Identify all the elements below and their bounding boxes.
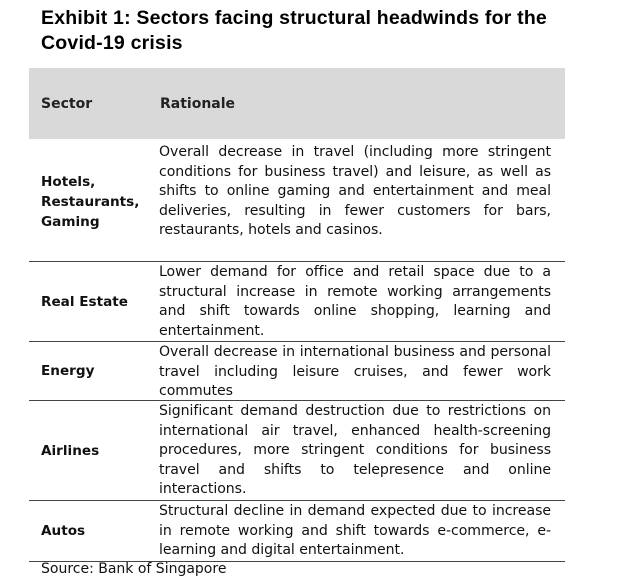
rationale-cell: Overall decrease in international business and personal travel including leisure cruises, and fewer work commutes bbox=[159, 344, 551, 400]
sector-cell: Airlines bbox=[41, 442, 100, 459]
table-row bbox=[29, 401, 565, 501]
exhibit-title: Exhibit 1: Sectors facing structural headwinds for the Covid-19 crisis bbox=[41, 7, 547, 54]
table-row bbox=[29, 342, 565, 401]
rationale-cell: Significant demand destruction due to restrictions on international air travel, enhanced health-screening procedures, more stringent conditions for business travel and shifts to telepresence and online interactions. bbox=[159, 403, 551, 498]
header-rationale: Rationale bbox=[160, 96, 236, 112]
sector-cell: Energy bbox=[41, 363, 95, 379]
sectors-table bbox=[29, 68, 565, 562]
sector-cell: Hotels, Restaurants, Gaming bbox=[41, 173, 140, 230]
table-header bbox=[29, 68, 565, 139]
header-sector: Sector bbox=[41, 96, 93, 112]
source-note: Source: Bank of Singapore bbox=[41, 561, 227, 577]
rationale-cell: Lower demand for office and retail space due to a structural increase in remote working arrangements and shift towards online shopping, learning and entertainment. bbox=[159, 264, 551, 339]
table-row bbox=[29, 501, 565, 562]
rationale-cell: Overall decrease in travel (including more stringent conditions for business travel) and leisure, as well as shifts to online gaming and entertainment and meal deliveries, resulting in fewer customers for bars, restaurants, hotels and casinos. bbox=[159, 144, 551, 239]
table-row bbox=[29, 262, 565, 342]
rationale-cell: Structural decline in demand expected due to increase in remote working and shift towards e-commerce, e-learning and digital entertainment. bbox=[159, 503, 551, 559]
table-row bbox=[29, 142, 565, 262]
sector-cell: Real Estate bbox=[41, 293, 129, 310]
sector-cell: Autos bbox=[41, 523, 86, 539]
